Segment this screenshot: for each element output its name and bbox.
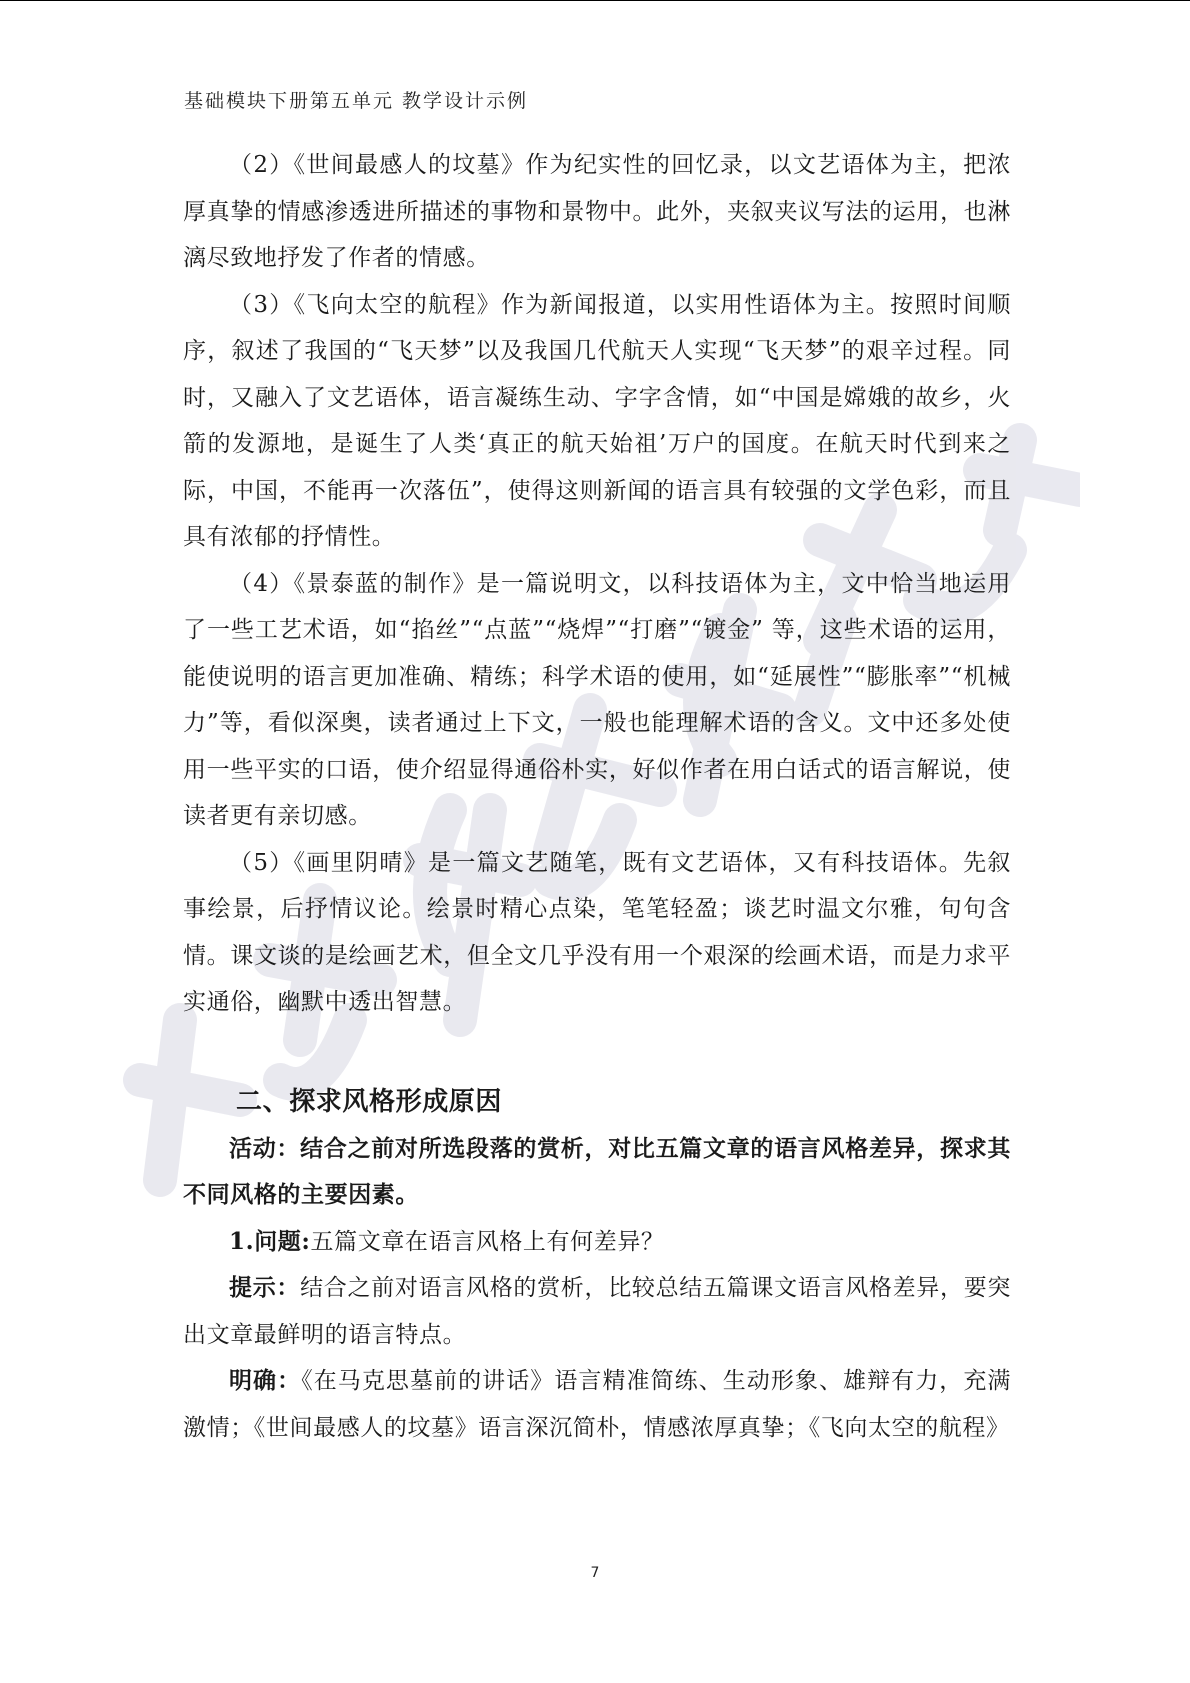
hint-paragraph [183,1265,1011,1358]
question-text: 五篇文章在语言风格上有何差异？ [310,1228,665,1255]
question-paragraph [183,1219,1011,1266]
hint-text: 结合之前对语言风格的赏析，比较总结五篇课文语言风格差异，要突出文章最鲜明的语言特点。 [183,1275,1011,1348]
answer-label: 明确： [229,1367,302,1394]
paragraph-5: （5）《画里阴晴》是一篇文艺随笔，既有文艺语体，又有科技语体。先叙事绘景，后抒情议论。绘景时精心点染，笔笔轻盈；谈艺时温文尔雅，句句含情。课文谈的是绘画艺术，但全文几乎没有用一个艰深的绘画术语，而是力求平实通俗，幽默中透出智慧。 [183,849,1011,1015]
paragraph-2: （2）《世间最感人的坟墓》作为纪实性的回忆录，以文艺语体为主，把浓厚真挚的情感渗透进所描述的事物和景物中。此外，夹叙夹议写法的运用，也淋漓尽致地抒发了作者的情感。 [183,152,1011,271]
paragraph-4: （4）《景泰蓝的制作》是一篇说明文，以科技语体为主，文中恰当地运用了一些工艺术语，如“掐丝”“点蓝”“烧焊”“打磨”“镀金” 等，这些术语的运用，能使说明的语言更加准确、精练；科学术语的使用，如“延展性”“膨胀率”“机械力”等，看似深奥，读者通过上下文，一般也能理解术语的含义。文中还多处使用一些平实的口语，使介绍显得通俗朴实，好似作者在用白话式的语言解说，使读者更有亲切感。 [183,570,1011,829]
answer-text: 《在马克思墓前的讲话》语言精准简练、生动形象、雄辩有力，充满激情；《世间最感人的坟墓》语言深沉简朴，情感浓厚真挚；《飞向太空的航程》 [183,1368,1011,1441]
hint-label: 提示： [229,1274,301,1301]
section-heading: 二、探求风格形成原因 [236,1086,503,1117]
document-body [183,142,1011,1451]
activity-text: 活动：结合之前对所选段落的赏析，对比五篇文章的语言风格差异，探求其不同风格的主要因素。 [183,1134,1011,1208]
page-number: 7 [590,1565,600,1581]
paragraph-3: （3）《飞向太空的航程》作为新闻报道，以实用性语体为主。按照时间顺序，叙述了我国的“飞天梦”以及我国几代航天人实现“飞天梦”的艰辛过程。同时，又融入了文艺语体，语言凝练生动、字字含情，如“中国是嫦娥的故乡，火箭的发源地，是诞生了人类‘真正的航天始祖’万户的国度。在航天时代到来之际，中国，不能再一次落伍”，使得这则新闻的语言具有较强的文学色彩，而且具有浓郁的抒情性。 [183,291,1011,550]
answer-paragraph [183,1358,1011,1451]
top-rule [0,0,1190,1]
question-label: 1.问题: [229,1227,311,1255]
page-header: 基础模块下册第五单元 教学设计示例 [184,90,529,112]
